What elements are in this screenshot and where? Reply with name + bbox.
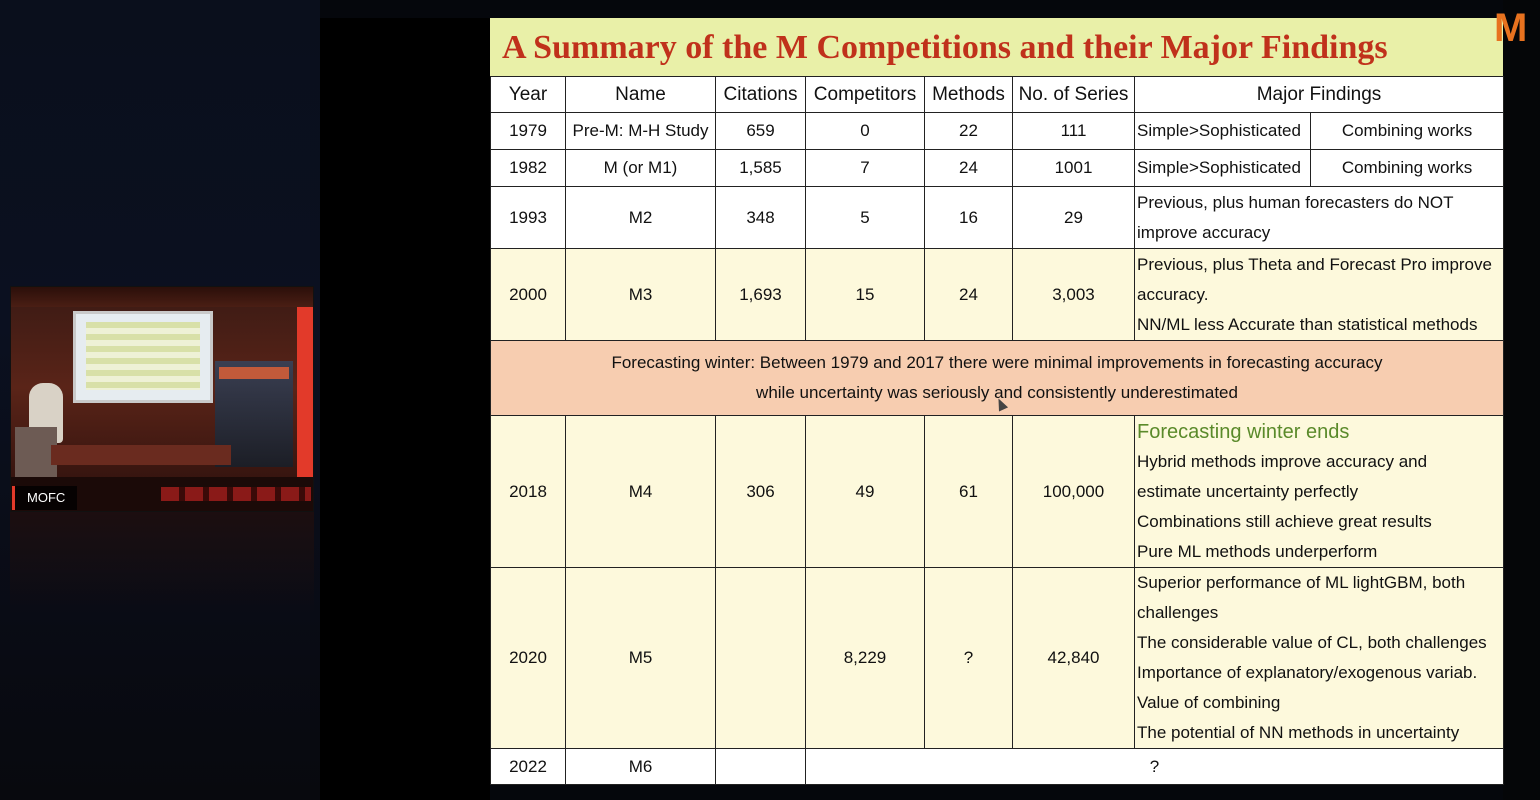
- cell-name: M5: [566, 568, 716, 749]
- cell-competitors: 15: [806, 249, 925, 341]
- finding-line: Previous, plus human forecasters do NOT: [1137, 192, 1454, 212]
- table-row: [491, 150, 1504, 187]
- cell-competitors: 5: [806, 187, 925, 249]
- cell-name: M3: [566, 249, 716, 341]
- table-header-row: [491, 77, 1504, 113]
- front-table: [51, 445, 231, 465]
- cell-series: 29: [1013, 187, 1135, 249]
- cell-methods: ?: [925, 568, 1013, 749]
- cell-competitors: 49: [806, 416, 925, 568]
- header-year: Year: [491, 77, 566, 113]
- finding-line: Hybrid methods improve accuracy and: [1137, 451, 1428, 471]
- cell-citations: 306: [716, 416, 806, 568]
- winter-line-1: Forecasting winter: Between 1979 and 2017 there were minimal improvements in forecasting accuracy: [611, 353, 1383, 372]
- table-row: [491, 249, 1504, 341]
- cell-year: 2018: [491, 416, 566, 568]
- cell-series: 42,840: [1013, 568, 1135, 749]
- cell-findings: [1135, 249, 1504, 341]
- participant-name-label: MOFC: [12, 486, 77, 510]
- projector-screen: [73, 311, 213, 403]
- cell-name: M2: [566, 187, 716, 249]
- finding-line: challenges: [1137, 603, 1219, 622]
- cell-finding-2: Combining works: [1311, 150, 1504, 187]
- cell-citations: 1,693: [716, 249, 806, 341]
- cell-m6-rest: ?: [806, 749, 1504, 785]
- cell-citations: [716, 568, 806, 749]
- background-right: [1503, 0, 1540, 800]
- table-row: [491, 749, 1504, 785]
- table-row: [491, 568, 1504, 749]
- winter-ends-highlight: Forecasting winter ends: [1137, 420, 1350, 443]
- header-citations: Citations: [716, 77, 806, 113]
- cell-competitors: 8,229: [806, 568, 925, 749]
- competitions-table: [490, 76, 1504, 785]
- cell-competitors: 7: [806, 150, 925, 187]
- cell-name: M4: [566, 416, 716, 568]
- cell-name: Pre-M: M-H Study: [566, 113, 716, 150]
- cell-competitors: 0: [806, 113, 925, 150]
- participant-video-tile[interactable]: [10, 286, 314, 512]
- cell-findings: [1135, 187, 1504, 249]
- cell-citations: 348: [716, 187, 806, 249]
- cell-citations: 1,585: [716, 150, 806, 187]
- room-ceiling: [11, 287, 313, 307]
- table-row: [491, 187, 1504, 249]
- cell-findings: [1135, 568, 1504, 749]
- slide-title: A Summary of the M Competitions and their Major Findings: [490, 18, 1503, 76]
- finding-line: NN/ML less Accurate than statistical methods: [1137, 314, 1478, 334]
- cell-finding-1: Simple>Sophisticated: [1135, 150, 1311, 187]
- finding-line: Superior performance of ML lightGBM, both: [1137, 573, 1466, 592]
- cell-name: M6: [566, 749, 716, 785]
- cell-name: M (or M1): [566, 150, 716, 187]
- cell-series: 3,003: [1013, 249, 1135, 341]
- cell-year: 2020: [491, 568, 566, 749]
- cell-methods: 24: [925, 249, 1013, 341]
- winter-line-2: while uncertainty was seriously and consistently underestimated: [756, 383, 1238, 402]
- cell-finding-1: Simple>Sophisticated: [1135, 113, 1311, 150]
- finding-line: Value of combining: [1137, 693, 1281, 712]
- header-name: Name: [566, 77, 716, 113]
- cell-methods: 22: [925, 113, 1013, 150]
- brand-logo: M: [1494, 6, 1528, 50]
- background-center: [320, 18, 490, 800]
- header-series: No. of Series: [1013, 77, 1135, 113]
- cell-methods: 24: [925, 150, 1013, 187]
- cell-year: 1979: [491, 113, 566, 150]
- cell-citations: 659: [716, 113, 806, 150]
- cell-methods: 61: [925, 416, 1013, 568]
- cell-year: 1993: [491, 187, 566, 249]
- cell-series: 111: [1013, 113, 1135, 150]
- cell-year: 1982: [491, 150, 566, 187]
- cell-methods: 16: [925, 187, 1013, 249]
- cell-findings: [1135, 416, 1504, 568]
- video-reflection: [10, 512, 314, 612]
- finding-line: Pure ML methods underperform: [1137, 541, 1378, 561]
- header-competitors: Competitors: [806, 77, 925, 113]
- finding-line: The potential of NN methods in uncertainty: [1137, 723, 1460, 742]
- finding-line: accuracy.: [1137, 284, 1209, 304]
- audience-seats: [161, 487, 311, 501]
- cell-year: 2022: [491, 749, 566, 785]
- finding-line: Combinations still achieve great results: [1137, 511, 1432, 531]
- finding-line: The considerable value of CL, both challenges: [1137, 633, 1487, 652]
- header-findings: Major Findings: [1135, 77, 1504, 113]
- header-methods: Methods: [925, 77, 1013, 113]
- table-row: [491, 416, 1504, 568]
- finding-line: Previous, plus Theta and Forecast Pro improve: [1137, 254, 1492, 274]
- table-row: [491, 113, 1504, 150]
- cell-citations: [716, 749, 806, 785]
- cell-year: 2000: [491, 249, 566, 341]
- cell-series: 1001: [1013, 150, 1135, 187]
- finding-line: estimate uncertainty perfectly: [1137, 481, 1359, 501]
- finding-line: improve accuracy: [1137, 222, 1271, 242]
- finding-line: Importance of explanatory/exogenous variab.: [1137, 663, 1478, 682]
- cell-series: 100,000: [1013, 416, 1135, 568]
- cell-finding-2: Combining works: [1311, 113, 1504, 150]
